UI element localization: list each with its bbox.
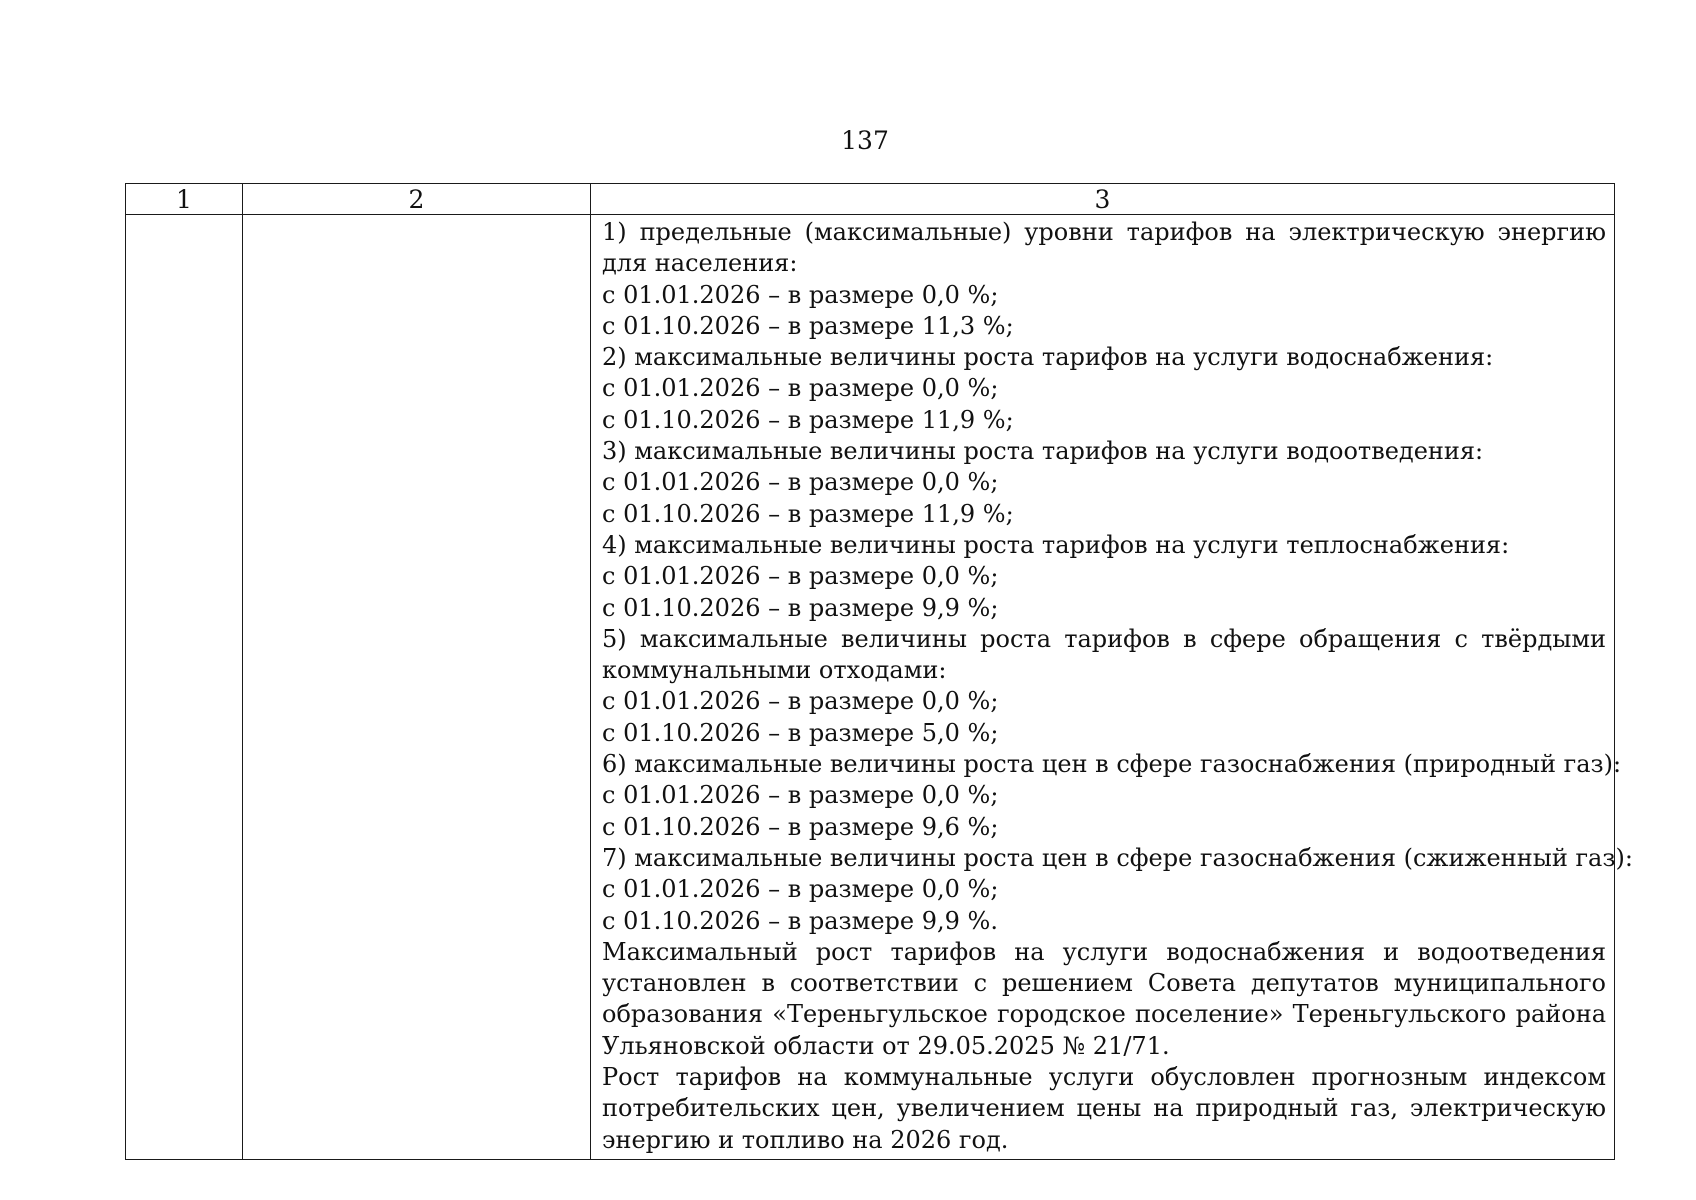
item-2-rate-jan: с 01.01.2026 – в размере 0,0 %; — [602, 374, 999, 403]
item-6-heading: 6) максимальные величины роста цен в сфере газоснабжения (природный газ): — [602, 750, 1622, 779]
item-7-heading: 7) максимальные величины роста цен в сфере газоснабжения (сжиженный газ): — [602, 843, 1633, 872]
column-header-1: 1 — [126, 184, 243, 215]
item-2-heading: 2) максимальные величины роста тарифов на услуги водоснабжения: — [602, 343, 1494, 372]
cell-column-2 — [243, 215, 591, 1160]
item-4-heading: 4) максимальные величины роста тарифов на услуги теплоснабжения: — [602, 530, 1510, 559]
item-2-rate-oct: с 01.10.2026 – в размере 11,9 %; — [602, 405, 1014, 434]
item-1-rate-jan: с 01.01.2026 – в размере 0,0 %; — [602, 280, 999, 309]
item-7-rate-jan: с 01.01.2026 – в размере 0,0 %; — [602, 875, 999, 904]
item-5-rate-jan: с 01.01.2026 – в размере 0,0 %; — [602, 687, 999, 716]
item-5-heading: 5) максимальные величины роста тарифов в сфере обращения с твёрдыми коммунальными отходами: — [602, 624, 1606, 685]
item-3-rate-oct: с 01.10.2026 – в размере 11,9 %; — [602, 499, 1014, 528]
water-tariff-note: Максимальный рост тарифов на услуги водоснабжения и водоотведения установлен в соответствии с решением Совета депутатов муниципального образования «Тереньгульское городское поселение» Тереньгульского района Ульяновской области от 29.05.2025 № 21/71. — [602, 937, 1606, 1060]
item-5-rate-oct: с 01.10.2026 – в размере 5,0 %; — [602, 718, 999, 747]
item-1-heading: 1) предельные (максимальные) уровни тарифов на электрическую энергию для населения: — [602, 218, 1606, 278]
column-header-3: 3 — [591, 184, 1615, 215]
item-3-heading: 3) максимальные величины роста тарифов на услуги водоотведения: — [602, 437, 1484, 466]
item-6-rate-oct: с 01.10.2026 – в размере 9,6 %; — [602, 812, 999, 841]
item-6-rate-jan: с 01.01.2026 – в размере 0,0 %; — [602, 781, 999, 810]
page-number: 137 — [841, 126, 889, 155]
table-header-row — [126, 184, 1615, 215]
item-3-rate-jan: с 01.01.2026 – в размере 0,0 %; — [602, 468, 999, 497]
tariff-table — [125, 183, 1633, 1160]
item-4-rate-jan: с 01.01.2026 – в размере 0,0 %; — [602, 562, 999, 591]
item-7-rate-oct: с 01.10.2026 – в размере 9,9 %. — [602, 906, 998, 935]
item-4-rate-oct: с 01.10.2026 – в размере 9,9 %; — [602, 593, 999, 622]
cell-column-3 — [591, 215, 1633, 1160]
table-row — [126, 215, 1615, 1160]
tariff-growth-note: Рост тарифов на коммунальные услуги обусловлен прогнозным индексом потребительских цен, увеличением цены на природный газ, электрическую энергию и топливо на 2026 год. — [602, 1063, 1606, 1154]
cell-column-1 — [126, 215, 243, 1160]
item-1-rate-oct: с 01.10.2026 – в размере 11,3 %; — [602, 311, 1014, 340]
column-header-2: 2 — [243, 184, 591, 215]
